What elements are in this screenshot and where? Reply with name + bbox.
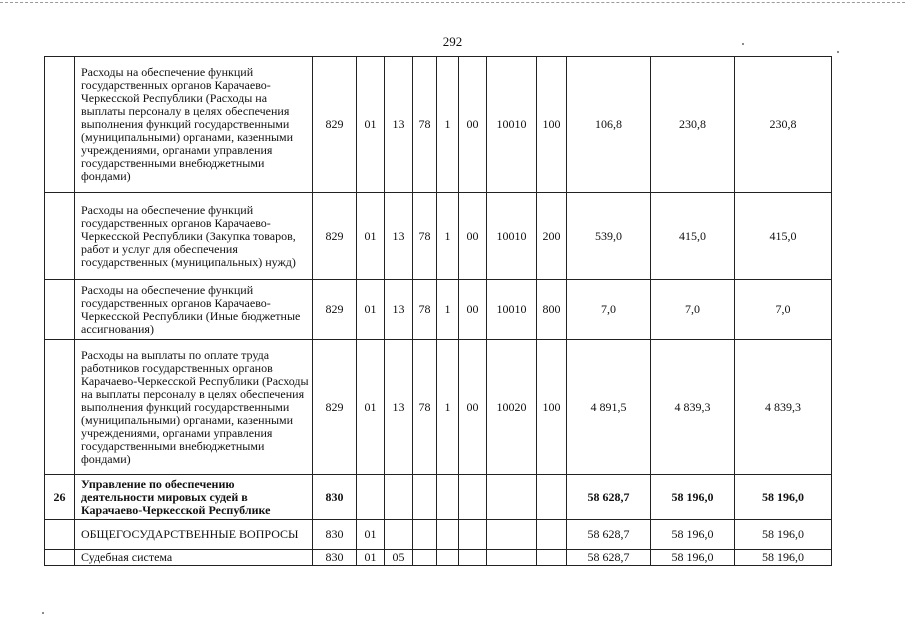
- row-number: 26: [45, 475, 75, 520]
- amount-year-1: 7,0: [567, 280, 651, 340]
- budget-table: [44, 56, 832, 566]
- subprogram-code: [437, 520, 459, 550]
- ministry-code: 830: [313, 475, 357, 520]
- table-row: [45, 340, 832, 475]
- direction-code: 10010: [487, 57, 537, 193]
- subprogram-code: 1: [437, 193, 459, 280]
- expense-name: Судебная система: [75, 550, 313, 566]
- subsection-code: 13: [385, 340, 413, 475]
- page-number: 292: [442, 34, 463, 49]
- section-code: 01: [357, 57, 385, 193]
- section-code: 01: [357, 520, 385, 550]
- ministry-code: 830: [313, 520, 357, 550]
- row-number: [45, 550, 75, 566]
- activity-code: 00: [459, 340, 487, 475]
- amount-year-1: 58 628,7: [567, 520, 651, 550]
- scan-speck: [42, 612, 44, 614]
- ministry-code: 829: [313, 57, 357, 193]
- expense-name: Расходы на выплаты по оплате труда работников государственных органов Карачаево-Черкесской Республики (Расходы на выплаты персоналу в целях обеспечения выполнения функций государственными (муниципальными) органами, казенными учреждениями, органами управления государственными внебюджетными фондами): [75, 340, 313, 475]
- amount-year-3: 4 839,3: [735, 340, 832, 475]
- amount-year-1: 4 891,5: [567, 340, 651, 475]
- table-row: [45, 520, 832, 550]
- amount-year-2: 58 196,0: [651, 550, 735, 566]
- expense-type-code: 100: [537, 340, 567, 475]
- expense-name: Управление по обеспечению деятельности мировых судей в Карачаево-Черкесской Республике: [75, 475, 313, 520]
- amount-year-1: 539,0: [567, 193, 651, 280]
- program-code: 78: [413, 340, 437, 475]
- section-code: 01: [357, 550, 385, 566]
- amount-year-3: 415,0: [735, 193, 832, 280]
- table-row: [45, 550, 832, 566]
- activity-code: 00: [459, 280, 487, 340]
- activity-code: [459, 475, 487, 520]
- direction-code: 10020: [487, 340, 537, 475]
- ministry-code: 829: [313, 280, 357, 340]
- amount-year-3: 7,0: [735, 280, 832, 340]
- activity-code: 00: [459, 57, 487, 193]
- amount-year-2: 415,0: [651, 193, 735, 280]
- direction-code: 10010: [487, 280, 537, 340]
- amount-year-1: 58 628,7: [567, 475, 651, 520]
- section-code: 01: [357, 193, 385, 280]
- ministry-code: 829: [313, 340, 357, 475]
- expense-type-code: 200: [537, 193, 567, 280]
- direction-code: [487, 520, 537, 550]
- program-code: 78: [413, 57, 437, 193]
- table-row: [45, 193, 832, 280]
- expense-type-code: 800: [537, 280, 567, 340]
- program-code: [413, 550, 437, 566]
- subsection-code: 13: [385, 280, 413, 340]
- direction-code: 10010: [487, 193, 537, 280]
- amount-year-2: 58 196,0: [651, 475, 735, 520]
- activity-code: [459, 520, 487, 550]
- amount-year-1: 58 628,7: [567, 550, 651, 566]
- row-number: [45, 193, 75, 280]
- program-code: 78: [413, 280, 437, 340]
- program-code: [413, 520, 437, 550]
- subprogram-code: [437, 550, 459, 566]
- row-number: [45, 520, 75, 550]
- amount-year-3: 58 196,0: [735, 550, 832, 566]
- expense-name: Расходы на обеспечение функций государственных органов Карачаево-Черкесской Республики (Закупка товаров, работ и услуг для обеспечения государственных (муниципальных) нужд): [75, 193, 313, 280]
- amount-year-2: 230,8: [651, 57, 735, 193]
- scan-top-edge: [0, 2, 905, 3]
- program-code: [413, 475, 437, 520]
- expense-name: Расходы на обеспечение функций государственных органов Карачаево-Черкесской Республики (Иные бюджетные ассигнования): [75, 280, 313, 340]
- table-row: [45, 475, 832, 520]
- subsection-code: [385, 475, 413, 520]
- activity-code: 00: [459, 193, 487, 280]
- row-number: [45, 280, 75, 340]
- program-code: 78: [413, 193, 437, 280]
- expense-type-code: [537, 520, 567, 550]
- subprogram-code: 1: [437, 57, 459, 193]
- expense-type-code: [537, 475, 567, 520]
- subsection-code: 05: [385, 550, 413, 566]
- section-code: 01: [357, 280, 385, 340]
- direction-code: [487, 550, 537, 566]
- subsection-code: 13: [385, 193, 413, 280]
- amount-year-2: 58 196,0: [651, 520, 735, 550]
- row-number: [45, 57, 75, 193]
- subprogram-code: 1: [437, 340, 459, 475]
- activity-code: [459, 550, 487, 566]
- table-row: [45, 280, 832, 340]
- section-code: 01: [357, 340, 385, 475]
- ministry-code: 829: [313, 193, 357, 280]
- expense-name: ОБЩЕГОСУДАРСТВЕННЫЕ ВОПРОСЫ: [75, 520, 313, 550]
- section-code: [357, 475, 385, 520]
- direction-code: [487, 475, 537, 520]
- subsection-code: 13: [385, 57, 413, 193]
- scan-speck: [742, 43, 744, 45]
- amount-year-3: 230,8: [735, 57, 832, 193]
- expense-type-code: [537, 550, 567, 566]
- amount-year-3: 58 196,0: [735, 520, 832, 550]
- amount-year-2: 7,0: [651, 280, 735, 340]
- subprogram-code: 1: [437, 280, 459, 340]
- row-number: [45, 340, 75, 475]
- amount-year-2: 4 839,3: [651, 340, 735, 475]
- subsection-code: [385, 520, 413, 550]
- table-row: [45, 57, 832, 193]
- amount-year-1: 106,8: [567, 57, 651, 193]
- subprogram-code: [437, 475, 459, 520]
- amount-year-3: 58 196,0: [735, 475, 832, 520]
- expense-type-code: 100: [537, 57, 567, 193]
- ministry-code: 830: [313, 550, 357, 566]
- expense-name: Расходы на обеспечение функций государственных органов Карачаево-Черкесской Республики (Расходы на выплаты персоналу в целях обеспечения выполнения функций государственными (муниципальными) органами, казенными учреждениями, органами управления государственными внебюджетными фондами): [75, 57, 313, 193]
- scan-speck: [837, 51, 839, 53]
